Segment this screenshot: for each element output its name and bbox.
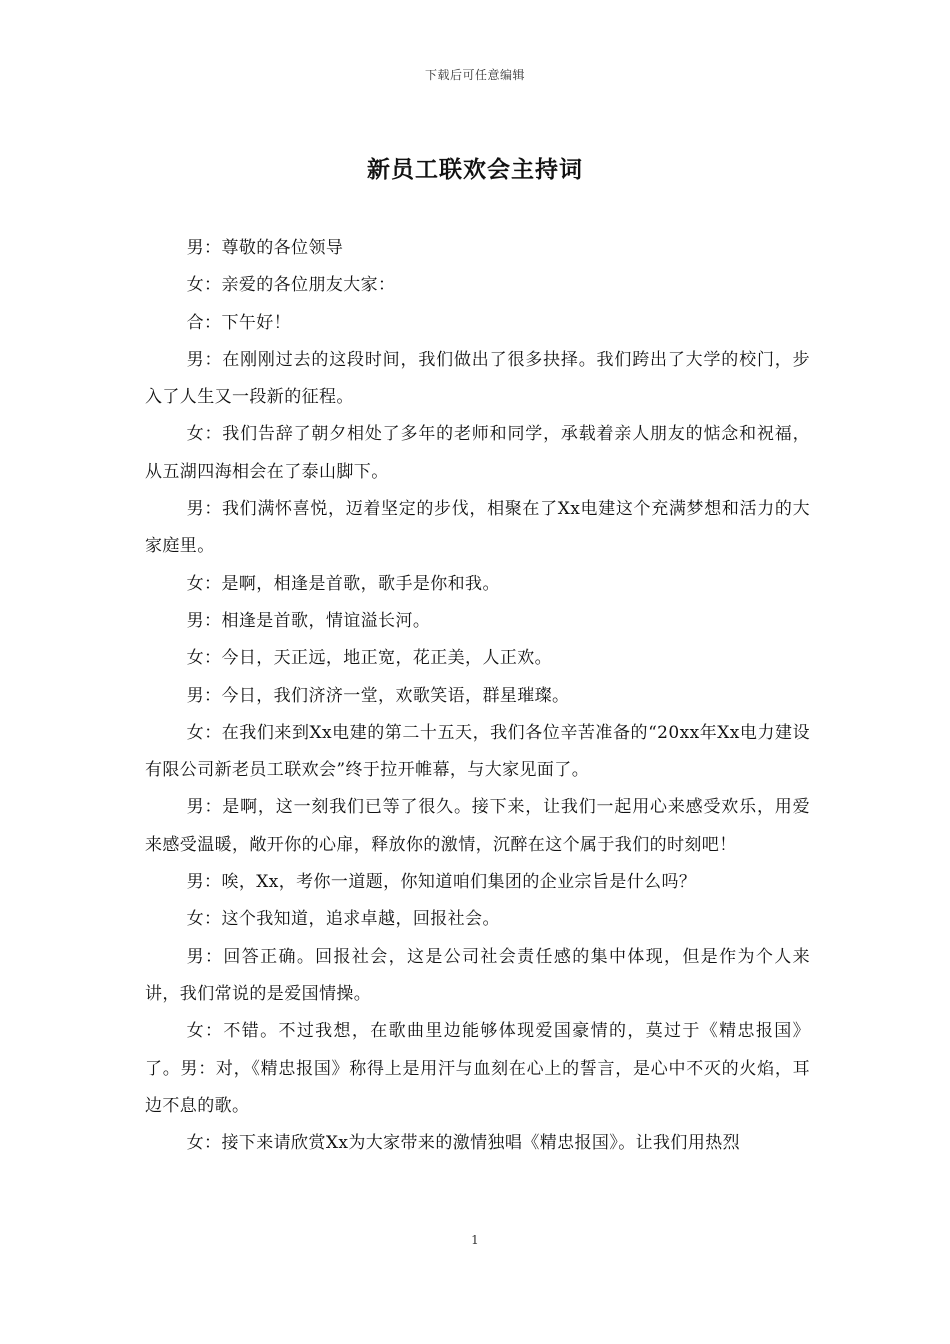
paragraph: 合：下午好！ xyxy=(186,312,292,333)
paragraph: 女：是啊，相逢是首歌，歌手是你和我。 xyxy=(186,573,500,594)
document-title: 新员工联欢会主持词 xyxy=(367,156,583,183)
paragraph: 男：我们满怀喜悦，迈着坚定的步伐，相聚在了Xx电建这个充满梦想和活力的大家庭里。 xyxy=(145,499,810,557)
paragraph: 男：是啊，这一刻我们已等了很久。接下来，让我们一起用心来感受欢乐，用爱来感受温暖，敞开你的心扉，释放你的激情，沉醉在这个属于我们的时刻吧！ xyxy=(145,797,810,855)
paragraph: 女：我们告辞了朝夕相处了多年的老师和同学，承载着亲人朋友的惦念和祝福，从五湖四海相会在了泰山脚下。 xyxy=(145,424,810,482)
paragraph: 男：在刚刚过去的这段时间，我们做出了很多抉择。我们跨出了大学的校门，步入了人生又一段新的征程。 xyxy=(145,349,810,408)
paragraph: 女：接下来请欣赏Xx为大家带来的激情独唱《精忠报国》。让我们用热烈 xyxy=(186,1133,741,1154)
paragraph: 男：相逢是首歌，情谊溢长河。 xyxy=(186,610,431,631)
paragraph: 男：尊敬的各位领导 xyxy=(186,238,344,258)
page-number: 1 xyxy=(471,1233,479,1247)
paragraph: 男：今日，我们济济一堂，欢歌笑语，群星璀璨。 xyxy=(186,685,570,706)
paragraph: 女：不错。不过我想，在歌曲里边能够体现爱国豪情的，莫过于《精忠报国》了。男：对，《精忠报国》称得上是用汗与血刻在心上的誓言，是心中不灭的火焰，耳边不息的歌。 xyxy=(145,1021,810,1116)
paragraph: 男：回答正确。回报社会，这是公司社会责任感的集中体现，但是作为个人来讲，我们常说的是爱国情操。 xyxy=(145,946,810,1004)
document-body xyxy=(145,230,810,1162)
paragraph: 女：今日，天正远，地正宽，花正美，人正欢。 xyxy=(186,648,553,669)
header-note: 下载后可任意编辑 xyxy=(424,68,525,82)
paragraph: 女：在我们来到Xx电建的第二十五天，我们各位辛苦准备的“20xx年Xx电力建设有限公司新老员工联欢会”终于拉开帷幕，与大家见面了。 xyxy=(145,722,810,781)
paragraph: 男：唉，Xx，考你一道题，你知道咱们集团的企业宗旨是什么吗？ xyxy=(186,872,697,893)
paragraph: 女：这个我知道，追求卓越，回报社会。 xyxy=(186,909,500,930)
paragraph: 女：亲爱的各位朋友大家： xyxy=(186,275,396,296)
